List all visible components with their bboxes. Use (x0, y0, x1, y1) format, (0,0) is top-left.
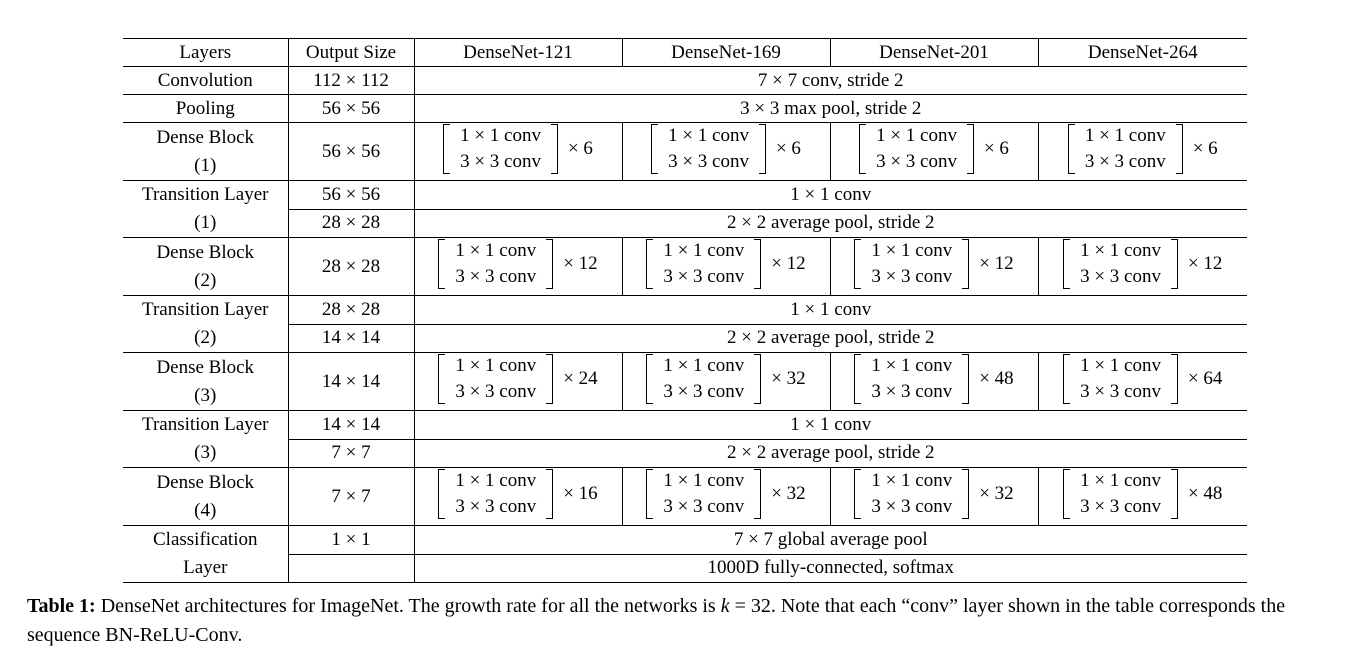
left-bracket (1063, 239, 1070, 289)
repeat-multiplier: × 48 (979, 368, 1014, 389)
right-bracket (1176, 124, 1183, 174)
left-bracket (854, 354, 861, 404)
conv-op-3x3: 3 × 3 conv (1084, 151, 1166, 172)
conv-op-3x3: 3 × 3 conv (1080, 381, 1161, 402)
dense-block-4-densenet-169 (622, 468, 830, 526)
dense-block-2-densenet-201 (830, 238, 1038, 296)
left-bracket (854, 469, 861, 519)
conv-op-1x1: 1 × 1 conv (663, 240, 745, 261)
conv-ops (450, 123, 551, 175)
transition-layer-2-row-2 (123, 324, 1247, 353)
conv-block (438, 468, 597, 520)
transition-layer-3-label-line-2: (3) (194, 442, 217, 463)
conv-op-1x1: 1 × 1 conv (663, 470, 745, 491)
conv-op-3x3: 3 × 3 conv (663, 496, 745, 517)
dense-block-3-label-line-2: (3) (194, 384, 217, 406)
right-bracket (1171, 469, 1178, 519)
classification-layer-op-1: 7 × 7 global average pool (414, 526, 1247, 555)
conv-ops (445, 468, 546, 520)
conv-op-3x3: 3 × 3 conv (663, 381, 745, 402)
conv-op-3x3: 3 × 3 conv (871, 266, 953, 287)
caption-variable: k (720, 595, 730, 617)
transition-layer-1-label-line-2: (1) (194, 212, 217, 233)
conv-block (854, 468, 1013, 520)
transition-layer-1-output-size-2: 28 × 28 (288, 209, 414, 238)
dense-block-2-label (123, 238, 288, 296)
pooling-op: 3 × 3 max pool, stride 2 (414, 95, 1247, 123)
dense-block-2-densenet-121 (414, 238, 622, 296)
conv-ops (653, 238, 754, 290)
conv-ops (658, 123, 759, 175)
caption-text-2: = 32. Note that each “conv” layer shown in the table corresponds the sequence BN-ReLU-Conv. (27, 595, 1286, 646)
dense-block-2-label-line-2: (2) (194, 269, 217, 291)
transition-layer-3-label (123, 411, 288, 468)
conv-block (438, 238, 597, 290)
conv-op-3x3: 3 × 3 conv (455, 266, 537, 287)
conv-op-1x1: 1 × 1 conv (871, 470, 953, 491)
conv-ops (445, 238, 546, 290)
convolution-label: Convolution (123, 67, 288, 95)
right-bracket (546, 469, 553, 519)
dense-block-1-output-size: 56 × 56 (288, 123, 414, 181)
conv-op-1x1: 1 × 1 conv (871, 240, 953, 261)
conv-op-3x3: 3 × 3 conv (1080, 266, 1161, 287)
classification-layer-output-size-2 (288, 554, 414, 583)
left-bracket (646, 354, 653, 404)
header-densenet-201: DenseNet-201 (830, 39, 1038, 67)
pooling-row (123, 95, 1247, 123)
conv-op-3x3: 3 × 3 conv (871, 496, 953, 517)
pooling-label: Pooling (123, 95, 288, 123)
dense-block-3-output-size: 14 × 14 (288, 353, 414, 411)
right-bracket (962, 239, 969, 289)
classification-layer-row-1 (123, 526, 1247, 555)
left-bracket (443, 124, 450, 174)
conv-op-3x3: 3 × 3 conv (455, 381, 537, 402)
conv-ops (861, 468, 962, 520)
conv-op-3x3: 3 × 3 conv (876, 151, 957, 172)
dense-block-2-densenet-264 (1038, 238, 1247, 296)
conv-block (1063, 468, 1222, 520)
conv-block (651, 123, 801, 175)
transition-layer-3-row-1 (123, 411, 1247, 440)
dense-block-2-densenet-169 (622, 238, 830, 296)
conv-block (854, 238, 1013, 290)
dense-block-3-densenet-201 (830, 353, 1038, 411)
conv-ops (1075, 123, 1176, 175)
convolution-op: 7 × 7 conv, stride 2 (414, 67, 1247, 95)
dense-block-1-label (123, 123, 288, 181)
repeat-multiplier: × 6 (775, 138, 801, 159)
left-bracket (859, 124, 866, 174)
left-bracket (1063, 354, 1070, 404)
repeat-multiplier: × 6 (567, 138, 593, 159)
convolution-row (123, 67, 1247, 95)
conv-block (859, 123, 1009, 175)
conv-block (438, 353, 597, 405)
transition-layer-1-output-size-1: 56 × 56 (288, 181, 414, 210)
conv-op-1x1: 1 × 1 conv (455, 470, 537, 491)
conv-block (646, 468, 805, 520)
transition-layer-2-label-line-2: (2) (194, 327, 217, 348)
transition-layer-3-op-2: 2 × 2 average pool, stride 2 (414, 439, 1247, 468)
header-layers: Layers (123, 39, 288, 67)
right-bracket (551, 124, 558, 174)
repeat-multiplier: × 6 (1192, 138, 1218, 159)
conv-ops (1070, 353, 1171, 405)
conv-block (443, 123, 593, 175)
header-row (123, 39, 1247, 67)
conv-op-1x1: 1 × 1 conv (1080, 355, 1161, 376)
dense-block-1-densenet-264 (1038, 123, 1247, 181)
dense-block-2-label-line-1: Dense Block (156, 241, 255, 263)
conv-ops (1070, 238, 1171, 290)
dense-block-4-densenet-121 (414, 468, 622, 526)
transition-layer-1-row-2 (123, 209, 1247, 238)
dense-block-2-row (123, 238, 1247, 296)
header-densenet-264: DenseNet-264 (1038, 39, 1247, 67)
dense-block-3-label (123, 353, 288, 411)
conv-block (1068, 123, 1218, 175)
left-bracket (651, 124, 658, 174)
conv-op-3x3: 3 × 3 conv (663, 266, 745, 287)
conv-ops (861, 238, 962, 290)
conv-op-3x3: 3 × 3 conv (455, 496, 537, 517)
right-bracket (967, 124, 974, 174)
left-bracket (438, 239, 445, 289)
conv-ops (1070, 468, 1171, 520)
caption-label: Table 1: (27, 595, 96, 617)
conv-ops (866, 123, 967, 175)
transition-layer-2-label (123, 296, 288, 353)
conv-block (1063, 353, 1222, 405)
dense-block-4-densenet-201 (830, 468, 1038, 526)
conv-op-1x1: 1 × 1 conv (663, 355, 745, 376)
transition-layer-2-output-size-1: 28 × 28 (288, 296, 414, 325)
transition-layer-3-output-size-1: 14 × 14 (288, 411, 414, 440)
transition-layer-2-output-size-2: 14 × 14 (288, 324, 414, 353)
conv-ops (653, 353, 754, 405)
right-bracket (754, 239, 761, 289)
dense-block-3-row (123, 353, 1247, 411)
conv-op-1x1: 1 × 1 conv (1084, 125, 1166, 146)
table-caption (27, 592, 1347, 650)
conv-ops (861, 353, 962, 405)
repeat-multiplier: × 12 (563, 253, 598, 274)
classification-layer-output-size-1: 1 × 1 (288, 526, 414, 555)
conv-block (646, 353, 805, 405)
dense-block-4-output-size: 7 × 7 (288, 468, 414, 526)
right-bracket (1171, 354, 1178, 404)
architecture-table (123, 38, 1247, 583)
transition-layer-2-op-2: 2 × 2 average pool, stride 2 (414, 324, 1247, 353)
dense-block-1-densenet-121 (414, 123, 622, 181)
conv-op-1x1: 1 × 1 conv (1080, 240, 1161, 261)
repeat-multiplier: × 24 (563, 368, 598, 389)
conv-block (854, 353, 1013, 405)
dense-block-2-output-size: 28 × 28 (288, 238, 414, 296)
caption-text-1: DenseNet architectures for ImageNet. The growth rate for all the networks is (95, 595, 721, 617)
conv-op-1x1: 1 × 1 conv (871, 355, 953, 376)
repeat-multiplier: × 32 (979, 483, 1014, 504)
conv-op-1x1: 1 × 1 conv (455, 240, 537, 261)
dense-block-4-label (123, 468, 288, 526)
dense-block-4-label-line-2: (4) (194, 499, 217, 521)
transition-layer-1-row-1 (123, 181, 1247, 210)
dense-block-4-label-line-1: Dense Block (156, 471, 255, 493)
conv-ops (653, 468, 754, 520)
transition-layer-1-op-2: 2 × 2 average pool, stride 2 (414, 209, 1247, 238)
repeat-multiplier: × 12 (979, 253, 1014, 274)
header-densenet-169: DenseNet-169 (622, 39, 830, 67)
right-bracket (546, 354, 553, 404)
transition-layer-1-op-1: 1 × 1 conv (414, 181, 1247, 210)
repeat-multiplier: × 12 (1187, 253, 1223, 274)
classification-layer-label (123, 526, 288, 583)
classification-layer-label-line-2: Layer (183, 557, 228, 578)
transition-layer-3-row-2 (123, 439, 1247, 468)
repeat-multiplier: × 32 (771, 483, 806, 504)
classification-layer-row-2 (123, 554, 1247, 583)
conv-op-3x3: 3 × 3 conv (1080, 496, 1161, 517)
conv-op-3x3: 3 × 3 conv (871, 381, 953, 402)
right-bracket (759, 124, 766, 174)
conv-op-1x1: 1 × 1 conv (455, 355, 537, 376)
right-bracket (962, 469, 969, 519)
classification-layer-label-line-1: Classification (153, 529, 258, 550)
transition-layer-3-label-line-1: Transition Layer (142, 414, 269, 435)
conv-op-1x1: 1 × 1 conv (460, 125, 541, 146)
pooling-output-size: 56 × 56 (288, 95, 414, 123)
left-bracket (1068, 124, 1075, 174)
dense-block-4-densenet-264 (1038, 468, 1247, 526)
transition-layer-2-label-line-1: Transition Layer (142, 299, 269, 320)
convolution-output-size: 112 × 112 (288, 67, 414, 95)
right-bracket (754, 469, 761, 519)
repeat-multiplier: × 48 (1187, 483, 1223, 504)
transition-layer-2-row-1 (123, 296, 1247, 325)
left-bracket (646, 469, 653, 519)
header-densenet-121: DenseNet-121 (414, 39, 622, 67)
dense-block-1-densenet-201 (830, 123, 1038, 181)
dense-block-3-densenet-169 (622, 353, 830, 411)
repeat-multiplier: × 16 (563, 483, 598, 504)
right-bracket (754, 354, 761, 404)
right-bracket (1171, 239, 1178, 289)
conv-block (646, 238, 805, 290)
dense-block-1-label-line-2: (1) (194, 154, 217, 176)
right-bracket (962, 354, 969, 404)
left-bracket (854, 239, 861, 289)
transition-layer-3-output-size-2: 7 × 7 (288, 439, 414, 468)
conv-op-3x3: 3 × 3 conv (460, 151, 541, 172)
repeat-multiplier: × 6 (983, 138, 1009, 159)
dense-block-1-row (123, 123, 1247, 181)
conv-ops (445, 353, 546, 405)
classification-layer-op-2: 1000D fully-connected, softmax (414, 554, 1247, 583)
conv-op-1x1: 1 × 1 conv (668, 125, 749, 146)
left-bracket (1063, 469, 1070, 519)
conv-block (1063, 238, 1222, 290)
dense-block-4-row (123, 468, 1247, 526)
conv-op-1x1: 1 × 1 conv (1080, 470, 1161, 491)
dense-block-3-label-line-1: Dense Block (156, 356, 255, 378)
transition-layer-1-label-line-1: Transition Layer (142, 184, 269, 205)
repeat-multiplier: × 32 (771, 368, 806, 389)
repeat-multiplier: × 64 (1187, 368, 1223, 389)
dense-block-3-densenet-264 (1038, 353, 1247, 411)
header-output-size: Output Size (288, 39, 414, 67)
dense-block-1-densenet-169 (622, 123, 830, 181)
repeat-multiplier: × 12 (771, 253, 806, 274)
dense-block-3-densenet-121 (414, 353, 622, 411)
transition-layer-3-op-1: 1 × 1 conv (414, 411, 1247, 440)
left-bracket (438, 469, 445, 519)
right-bracket (546, 239, 553, 289)
left-bracket (646, 239, 653, 289)
conv-op-3x3: 3 × 3 conv (668, 151, 749, 172)
conv-op-1x1: 1 × 1 conv (876, 125, 957, 146)
transition-layer-2-op-1: 1 × 1 conv (414, 296, 1247, 325)
dense-block-1-label-line-1: Dense Block (156, 126, 255, 148)
transition-layer-1-label (123, 181, 288, 238)
left-bracket (438, 354, 445, 404)
